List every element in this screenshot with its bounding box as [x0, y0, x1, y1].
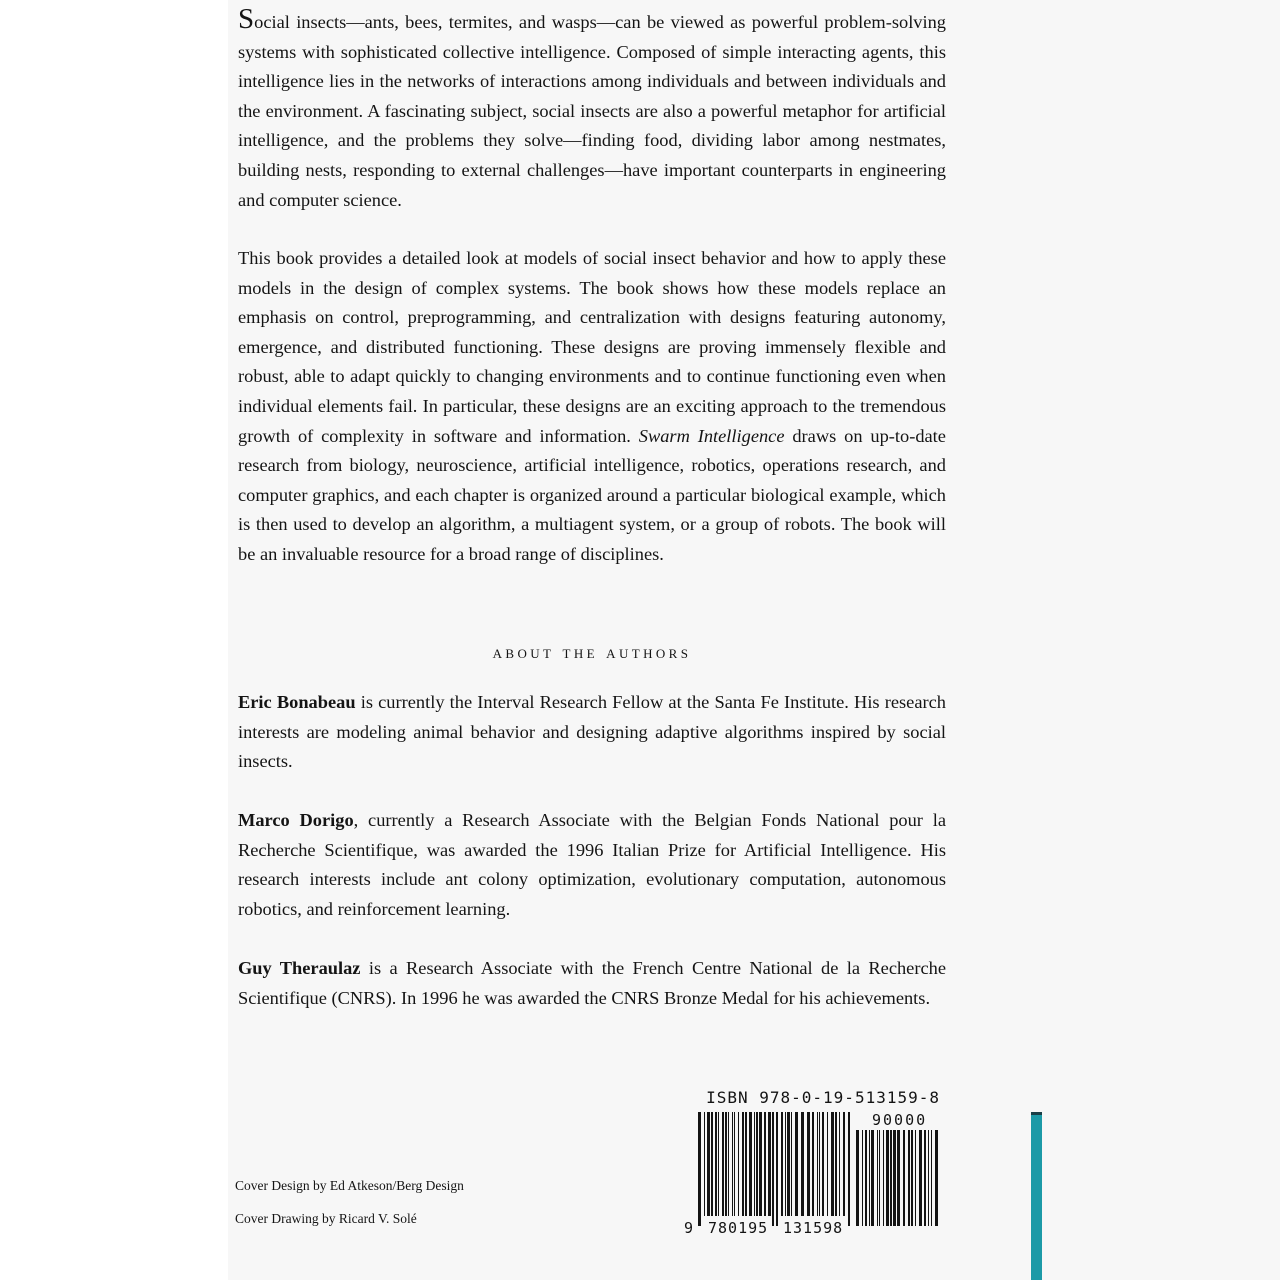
- barcode-bar: [935, 1130, 938, 1226]
- barcode-bar: [722, 1112, 724, 1216]
- spine-stripe-edge: [1031, 1112, 1042, 1115]
- barcode-bar: [931, 1130, 932, 1226]
- barcode-bar: [791, 1112, 792, 1216]
- author-bio: is currently the Interval Research Fellow at the Santa Fe Institute. His research interests are modeling animal behavior and designing adaptive algorithms inspired by social insects.: [238, 692, 946, 772]
- barcode-bar: [890, 1130, 892, 1226]
- blurb-paragraph-2: [238, 244, 946, 570]
- isbn-number: ISBN 978-0-19-513159-8: [706, 1088, 940, 1107]
- barcode-bar: [711, 1112, 713, 1216]
- ean-left-digits: 780195: [708, 1219, 769, 1236]
- barcode-bar: [827, 1112, 828, 1216]
- barcode-bar: [754, 1112, 755, 1216]
- barcode-bar: [848, 1112, 850, 1226]
- barcode-bar: [756, 1112, 758, 1216]
- barcode-bar: [862, 1130, 863, 1226]
- barcode-bar: [835, 1112, 837, 1216]
- barcode-bar: [732, 1112, 733, 1216]
- spine-stripe: [1031, 1112, 1042, 1280]
- barcode-bar: [928, 1130, 929, 1226]
- author-name: Guy Theraulaz: [238, 958, 361, 978]
- blurb-p1-text: ocial insects—ants, bees, termites, and wasps—can be viewed as powerful problem-solving systems with sophisticated collective intelligence. Composed of simple interacting agents, this intelligence lies in the networks of interactions among individuals and between individuals and the environment. A fascinating subject, social insects are also a powerful metaphor for artificial intelligence, and the problems they solve—finding food, dividing labor among nestmates, building nests, responding to external challenges—have important counterparts in engineering and computer science.: [238, 12, 946, 210]
- author-name: Marco Dorigo: [238, 810, 354, 830]
- barcode-bar: [776, 1112, 778, 1226]
- author-bio: , currently a Research Associate with the Belgian Fonds National pour la Recherche Scientifique, was awarded the 1996 Italian Prize for Artificial Intelligence. His research interests include ant colony optimization, evolutionary computation, autonomous robotics, and reinforcement learning.: [238, 810, 946, 919]
- barcode-bar: [801, 1112, 804, 1216]
- ean-barcode-bars: [698, 1112, 850, 1226]
- barcode-bar: [915, 1130, 916, 1226]
- barcode-bar: [908, 1130, 910, 1226]
- blurb-p2-text-after: draws on up-to-date research from biology, neuroscience, artificial intelligence, robotics, operations research, and computer graphics, and each chapter is organized around a particular biological example, which is then used to develop an algorithm, a multiagent system, or a group of robots. The book will be an invaluable resource for a broad range of disciplines.: [238, 425, 946, 564]
- barcode-bar: [795, 1112, 798, 1216]
- barcode-bar: [919, 1130, 922, 1226]
- barcode-bar: [718, 1112, 719, 1216]
- cover-drawing-credit: Cover Drawing by Ricard V. Solé: [235, 1211, 417, 1226]
- barcode-bar: [843, 1112, 845, 1216]
- barcode-bar: [877, 1130, 878, 1226]
- about-authors-heading: about the authors: [492, 642, 692, 663]
- barcode-bar: [764, 1112, 766, 1216]
- drop-cap: S: [238, 3, 255, 35]
- barcode-bar: [903, 1130, 905, 1226]
- ean-first-digit: 9: [684, 1219, 694, 1236]
- price-addon-bars: [856, 1130, 938, 1226]
- author-bio: is a Research Associate with the French Centre National de la Recherche Scientifique (CNRS). In 1996 he was awarded the CNRS Bronze Medal for his achievements.: [238, 958, 946, 1008]
- author-bio-dorigo: [238, 806, 946, 924]
- barcode-bar: [698, 1112, 701, 1226]
- barcode: [684, 1108, 940, 1236]
- barcode-bar: [707, 1112, 710, 1216]
- barcode-bar: [883, 1130, 884, 1226]
- barcode-bar: [812, 1112, 814, 1216]
- barcode-bar: [822, 1112, 824, 1216]
- barcode-bar: [749, 1112, 752, 1216]
- barcode-bar: [869, 1130, 870, 1226]
- barcode-bar: [704, 1112, 705, 1216]
- barcode-bar: [785, 1112, 786, 1216]
- barcode-bar: [781, 1112, 783, 1216]
- barcode-bar: [831, 1112, 834, 1216]
- barcode-bar: [787, 1112, 790, 1216]
- barcode-bar: [725, 1112, 727, 1216]
- barcode-bar: [738, 1112, 739, 1216]
- barcode-bar: [839, 1112, 840, 1216]
- book-title: Swarm Intelligence: [638, 425, 785, 446]
- barcode-bar: [856, 1130, 859, 1226]
- author-bio-theraulaz: [238, 954, 946, 1013]
- author-name: Eric Bonabeau: [238, 692, 356, 712]
- barcode-bar: [734, 1112, 735, 1216]
- ean-right-digits: 131598: [783, 1219, 844, 1236]
- barcode-bar: [768, 1112, 771, 1216]
- author-bio-bonabeau: [238, 688, 946, 777]
- barcode-bar: [759, 1112, 762, 1216]
- blurb-paragraph-1: [238, 5, 946, 215]
- blurb-p2-text: This book provides a detailed look at models of social insect behavior and how to apply these models in the design of complex systems. The book shows how these models replace an emphasis on control, preprogramming, and centralization with designs featuring autonomy, emergence, and distributed functioning. These designs are proving immensely flexible and robust, able to adapt quickly to changing environments and to continue functioning even when individual elements fail. In particular, these designs are an exciting approach to the tremendous growth of complexity in software and information.: [238, 248, 946, 446]
- barcode-bar: [715, 1112, 717, 1216]
- barcode-bar: [807, 1112, 810, 1216]
- barcode-bar: [817, 1112, 818, 1216]
- barcode-bar: [742, 1112, 744, 1216]
- barcode-bar: [745, 1112, 747, 1216]
- barcode-bar: [871, 1130, 874, 1226]
- barcode-bar: [819, 1112, 820, 1216]
- price-code: 90000: [872, 1111, 928, 1129]
- barcode-bar: [897, 1130, 900, 1226]
- barcode-bar: [924, 1130, 926, 1226]
- barcode-bar: [865, 1130, 867, 1226]
- barcode-bar: [886, 1130, 889, 1226]
- barcode-bar: [728, 1112, 729, 1216]
- barcode-bar: [879, 1130, 880, 1226]
- barcode-bar: [893, 1130, 896, 1226]
- barcode-bar: [911, 1130, 913, 1226]
- cover-design-credit: Cover Design by Ed Atkeson/Berg Design: [235, 1178, 464, 1193]
- barcode-bar: [772, 1112, 774, 1226]
